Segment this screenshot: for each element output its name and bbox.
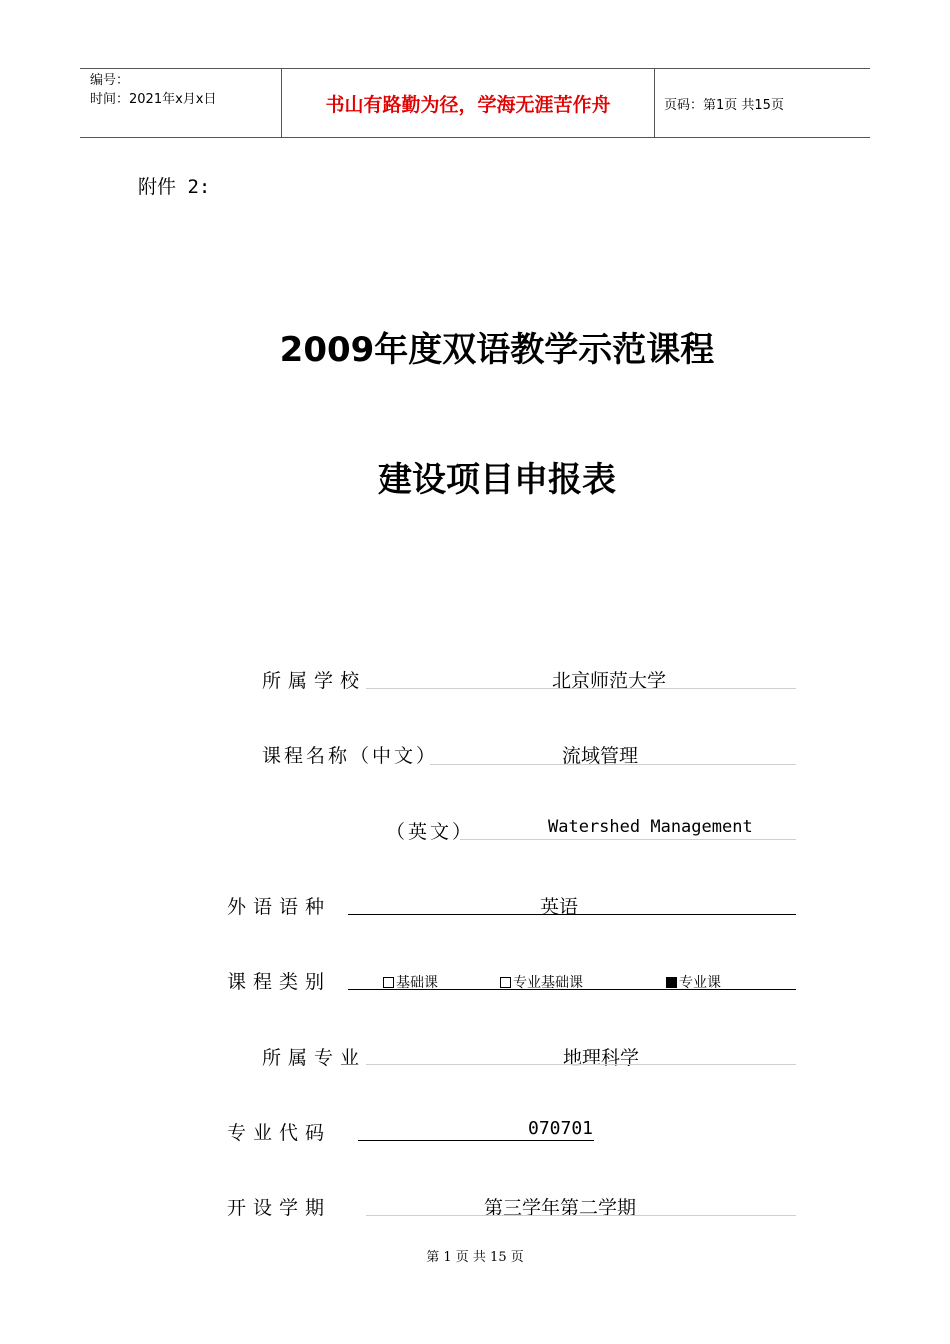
school-underline bbox=[366, 688, 796, 689]
semester-value: 第三学年第二学期 bbox=[484, 1197, 637, 1219]
school-value: 北京师范大学 bbox=[552, 670, 667, 692]
attachment-label: 附件 2: bbox=[138, 176, 211, 198]
major-code-label: 专业代码 bbox=[227, 1122, 332, 1144]
major-code-underline bbox=[358, 1140, 594, 1141]
checkbox-major-basic-icon[interactable] bbox=[500, 977, 511, 988]
header-meta bbox=[80, 69, 281, 137]
course-cn-value: 流域管理 bbox=[562, 745, 639, 767]
document-title-line1: 2009年度双语教学示范课程 bbox=[279, 330, 715, 370]
course-en-underline bbox=[460, 839, 796, 840]
language-value: 英语 bbox=[540, 896, 579, 918]
school-label: 所属学校 bbox=[262, 670, 367, 692]
language-label: 外语语种 bbox=[227, 896, 332, 918]
category-underline bbox=[348, 989, 796, 990]
checkbox-major-icon[interactable] bbox=[666, 977, 677, 988]
semester-label: 开设学期 bbox=[227, 1197, 332, 1219]
category-option-major-label: 专业课 bbox=[679, 975, 721, 991]
major-value: 地理科学 bbox=[563, 1047, 640, 1069]
document-title-line2: 建设项目申报表 bbox=[378, 460, 616, 500]
category-option-major-basic-label: 专业基础课 bbox=[513, 975, 583, 991]
major-underline bbox=[366, 1064, 796, 1065]
page-header bbox=[80, 68, 870, 138]
header-number-label: 编号： bbox=[90, 73, 130, 88]
course-cn-underline bbox=[430, 764, 796, 765]
category-option-basic-label: 基础课 bbox=[396, 975, 438, 991]
course-en-value: Watershed Management bbox=[548, 817, 753, 837]
major-label: 所属专业 bbox=[262, 1047, 367, 1069]
header-motto: 书山有路勤为径，学海无涯苦作舟 bbox=[281, 69, 655, 137]
language-underline bbox=[348, 914, 796, 915]
course-en-label: （英文） bbox=[386, 821, 475, 843]
header-page-info: 页码：第1页 共15页 bbox=[664, 97, 784, 113]
page-footer: 第 1 页 共 15 页 bbox=[426, 1250, 524, 1265]
header-time-label: 时间：2021年x月x日 bbox=[90, 92, 217, 107]
course-cn-label: 课程名称（中文） bbox=[262, 745, 439, 767]
checkbox-basic-icon[interactable] bbox=[383, 977, 394, 988]
semester-underline bbox=[366, 1215, 796, 1216]
category-label: 课程类别 bbox=[227, 971, 332, 993]
major-code-value: 070701 bbox=[528, 1118, 594, 1139]
